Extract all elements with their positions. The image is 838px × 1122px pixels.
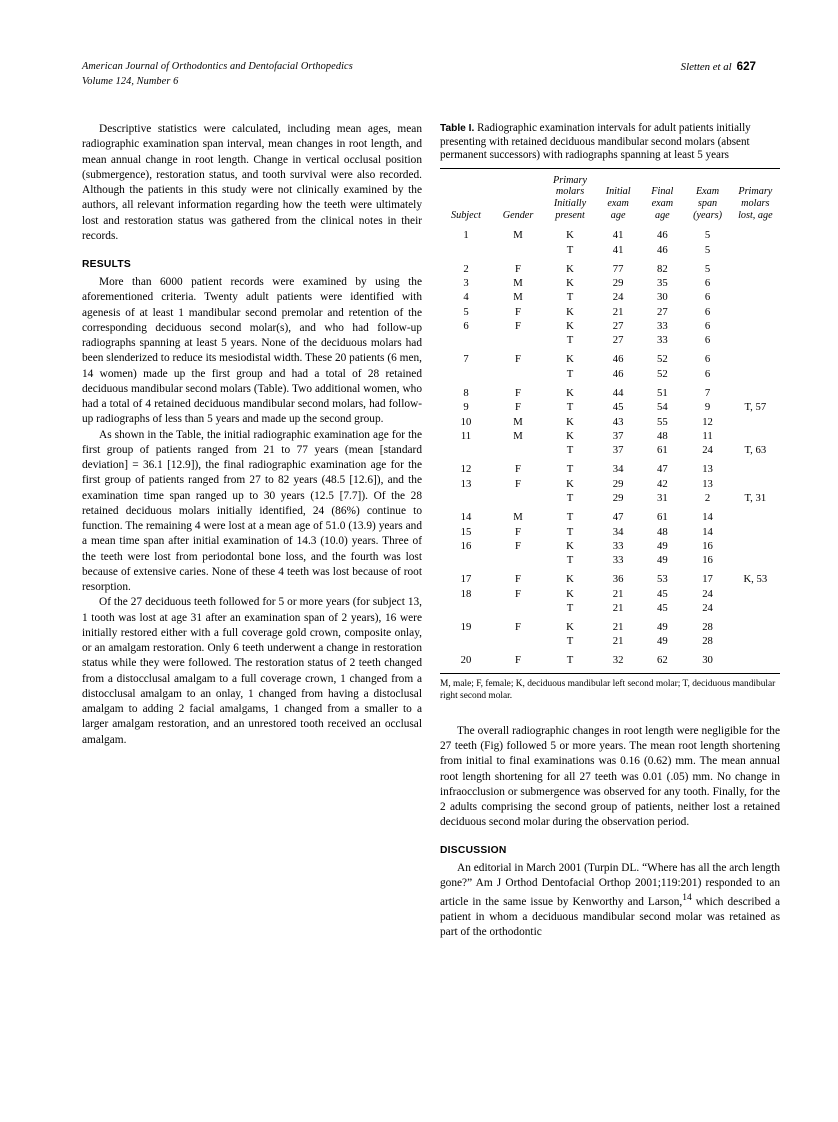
col-header-initial-exam-age: Initial exam age [605, 186, 631, 221]
cell-subject: 14 [460, 511, 472, 524]
cell-subject [440, 554, 492, 568]
cell-molars-lost: T, 57 [744, 401, 767, 414]
cell-molar: T [566, 463, 574, 476]
cell-final-age: 33 [656, 320, 668, 333]
table-bottom-rule [440, 673, 780, 674]
left-column [82, 122, 422, 748]
cell-subject [440, 334, 492, 348]
cell-molars-lost: T, 31 [744, 492, 767, 505]
cell-initial-age: 34 [612, 463, 624, 476]
cell-initial-age: 27 [612, 320, 624, 333]
cell-gender: M [513, 229, 523, 242]
cell-molar: K [566, 229, 574, 242]
cell-exam-span: 5 [704, 229, 711, 242]
cell-subject: 2 [463, 262, 469, 275]
cell-molars-lost [731, 635, 780, 649]
table-row [440, 415, 780, 429]
cell-molars-lost [731, 320, 780, 334]
cell-initial-age: 37 [612, 444, 624, 457]
cell-exam-span: 12 [702, 415, 713, 428]
cell-gender [492, 334, 544, 348]
cell-final-age: 54 [656, 401, 668, 414]
page-number: 627 [736, 60, 756, 73]
cell-gender: F [515, 401, 521, 414]
cell-gender: F [515, 654, 521, 667]
authors-short: Sletten et al [680, 61, 732, 73]
table-caption-text: Radiographic examination intervals for adult patients initially presenting with retained deciduous mandibular second molars (absent permanent successors) with radiographs spanning at least 5 years [440, 122, 751, 162]
table-row [440, 492, 780, 506]
cell-gender: F [515, 463, 521, 476]
running-head-left [82, 60, 353, 89]
cell-exam-span: 13 [702, 477, 713, 490]
table-row [440, 458, 780, 477]
table-row [440, 320, 780, 334]
cell-gender: F [515, 621, 521, 634]
cell-final-age: 61 [656, 511, 668, 524]
cell-molar: K [566, 320, 574, 333]
cell-final-age: 49 [656, 554, 668, 567]
table-row [440, 635, 780, 649]
cell-gender: F [515, 525, 521, 538]
cell-exam-span: 6 [704, 291, 711, 304]
table-caption [440, 122, 780, 163]
cell-gender: F [515, 305, 521, 318]
table-row [440, 587, 780, 601]
running-head-right [681, 60, 756, 75]
cell-exam-span: 6 [704, 334, 711, 347]
cell-final-age: 47 [656, 463, 668, 476]
table-block [440, 122, 780, 702]
cell-molar: K [566, 587, 574, 600]
cell-subject: 7 [463, 353, 469, 366]
cell-initial-age: 46 [612, 353, 624, 366]
cell-initial-age: 43 [612, 415, 624, 428]
cell-exam-span: 24 [702, 587, 713, 600]
cell-molars-lost [731, 291, 780, 305]
cell-molars-lost [731, 458, 780, 477]
cell-molars-lost [731, 224, 780, 243]
cell-final-age: 31 [656, 492, 668, 505]
cell-gender: F [515, 353, 521, 366]
cell-final-age: 48 [656, 525, 668, 538]
cell-subject: 17 [460, 573, 472, 586]
cell-molar: K [566, 353, 574, 366]
cell-exam-span: 5 [704, 243, 711, 256]
cell-molar: K [566, 539, 574, 552]
cell-final-age: 49 [656, 621, 668, 634]
cell-molar: K [566, 276, 574, 289]
cell-initial-age: 77 [612, 262, 624, 275]
cell-final-age: 52 [656, 353, 668, 366]
cell-molars-lost [731, 429, 780, 443]
cell-molars-lost [731, 616, 780, 635]
cell-initial-age: 27 [612, 334, 624, 347]
cell-initial-age: 47 [612, 511, 624, 524]
cell-final-age: 30 [656, 291, 668, 304]
cell-molar: T [566, 654, 574, 667]
cell-subject: 5 [463, 305, 469, 318]
cell-initial-age: 44 [612, 386, 624, 399]
cell-gender: M [513, 415, 523, 428]
cell-subject: 10 [460, 415, 472, 428]
cell-exam-span: 17 [702, 573, 713, 586]
cell-initial-age: 45 [612, 401, 624, 414]
cell-final-age: 42 [656, 477, 668, 490]
cell-final-age: 45 [656, 587, 668, 600]
cell-molars-lost [731, 305, 780, 319]
table-row [440, 525, 780, 539]
table-row [440, 568, 780, 587]
col-header-final-exam-age: Final exam age [651, 186, 674, 221]
cell-exam-span: 24 [702, 444, 713, 457]
cell-molars-lost: K, 53 [743, 573, 768, 586]
col-header-primary-molars-lost: Primary molars lost, age [738, 186, 773, 221]
cell-subject [440, 602, 492, 616]
cell-exam-span: 28 [702, 635, 713, 648]
heading-discussion: DISCUSSION [440, 844, 507, 856]
cell-molar: T [566, 243, 574, 256]
cell-molars-lost: T, 63 [744, 444, 767, 457]
cell-molar: T [566, 401, 574, 414]
table-row [440, 382, 780, 401]
volume-issue: Volume 124, Number 6 [82, 75, 179, 87]
cell-initial-age: 36 [612, 573, 624, 586]
paragraph-results-restorations: Of the 27 deciduous teeth followed for 5 or more years (for subject 13, 1 tooth was lost at age 31 after an examination span of 2 years), 16 were initially restored either with a full coverage gold crown, composite onlay, or an amalgam restoration. Only 6 teeth underwent a change in restoration status while they were followed. The restoration status of 2 teeth changed from a distocclusal amalgam to a full coverage crown, 1 changed from a distocclusal amalgam to an onlay, 1 changed from having a distoclusal amalgam to adding 2 facial amalgams, 1 changed from a smaller to a larger amalgam restoration, and an unrestored tooth received an occlusal amalgam. [82, 596, 422, 746]
cell-final-age: 46 [656, 229, 668, 242]
cell-gender [492, 492, 544, 506]
cell-exam-span: 16 [702, 539, 713, 552]
cell-subject: 15 [460, 525, 472, 538]
cell-gender: M [513, 291, 523, 304]
cell-subject: 8 [463, 386, 469, 399]
right-column [440, 122, 780, 941]
right-column-text [440, 724, 780, 941]
cell-subject: 20 [460, 654, 472, 667]
cell-exam-span: 6 [704, 305, 711, 318]
cell-gender [492, 243, 544, 257]
cell-initial-age: 21 [612, 305, 624, 318]
cell-final-age: 49 [656, 635, 668, 648]
cell-gender [492, 444, 544, 458]
table-row [440, 602, 780, 616]
cell-initial-age: 24 [612, 291, 624, 304]
cell-initial-age: 34 [612, 525, 624, 538]
cell-exam-span: 14 [702, 511, 713, 524]
cell-final-age: 46 [656, 243, 668, 256]
cell-exam-span: 11 [702, 430, 713, 443]
cell-molar: K [566, 430, 574, 443]
cell-subject [440, 367, 492, 381]
paragraph-results-ages: As shown in the Table, the initial radiographic examination age for the first group of patients ranged from 21 to 77 years (mean [standard deviation] = 36.1 [12.9]), the final radiographic examination age for the first group of patients ranged from 27 to 82 years (48.5 [12.6]), and the examination time span ranged up to 30 years (12.5 [7.7]). Of the 28 retained deciduous molars initially identified, 24 (86%) continue to function. The remaining 4 were lost at a mean age of 51.0 (13.9) years and a mean time span after initial examination of 14.3 (10.0) years. Three of the teeth were lost from periodontal bone loss, and the fourth was lost because of extensive caries. None of these 4 teeth was lost because of root resorption. [82, 428, 422, 593]
cell-exam-span: 16 [702, 554, 713, 567]
cell-molar: K [566, 477, 574, 490]
cell-initial-age: 29 [612, 477, 624, 490]
cell-exam-span: 9 [704, 401, 711, 414]
cell-molar: T [566, 291, 574, 304]
cell-gender: F [515, 573, 521, 586]
cell-final-age: 51 [656, 386, 668, 399]
cell-final-age: 27 [656, 305, 668, 318]
cell-exam-span: 6 [704, 320, 711, 333]
cell-subject: 3 [463, 276, 469, 289]
cell-molars-lost [731, 334, 780, 348]
cell-molars-lost [731, 382, 780, 401]
cell-gender: F [515, 477, 521, 490]
cell-molars-lost [731, 243, 780, 257]
cell-molars-lost [731, 506, 780, 525]
paragraph-methods-stats: Descriptive statistics were calculated, including mean ages, mean radiographic examination span interval, mean changes in root length, and mean annual change in root length. Change in vertical occlusal position (submergence), restoration status, and tooth survival were also recorded. Although the patients in this study were not clinically examined by the authors, all relevant information regarding how the teeth were ultimately lost and restoration status was gathered from the clinical notes in their records. [82, 123, 422, 242]
heading-results: RESULTS [82, 259, 132, 270]
cell-molars-lost [731, 276, 780, 290]
cell-molar: K [566, 415, 574, 428]
table-row [440, 348, 780, 367]
table-body [440, 224, 780, 673]
cell-molar: T [566, 525, 574, 538]
running-head [82, 60, 756, 94]
cell-initial-age: 29 [612, 276, 624, 289]
cell-subject: 4 [463, 291, 469, 304]
cell-molar: T [566, 367, 574, 380]
cell-final-age: 55 [656, 415, 668, 428]
cell-molars-lost [731, 554, 780, 568]
cell-molar: K [566, 305, 574, 318]
paragraph-root-length: The overall radiographic changes in root length were negligible for the 27 teeth (Fig) followed 5 or more years. The mean root length shortening from initial to final examinations was 0.16 (0.62) mm. The mean annual root length shortening for all 27 teeth was 0.01 (.05) mm. No change in infraocclusion or submergence was observed for any tooth. Finally, for the 2 adults comprising the second group of patients, neither lost a retained deciduous second molar during the observation period. [440, 724, 780, 829]
cell-molars-lost [731, 539, 780, 553]
table-row [440, 276, 780, 290]
cell-subject: 16 [460, 539, 472, 552]
cell-final-age: 48 [656, 430, 668, 443]
cell-exam-span: 24 [702, 602, 713, 615]
cell-gender: F [515, 262, 521, 275]
cell-gender: F [515, 539, 521, 552]
cell-molar: K [566, 386, 574, 399]
cell-molar: T [566, 602, 574, 615]
table-row [440, 334, 780, 348]
cell-subject: 9 [463, 401, 469, 414]
cell-gender: F [515, 320, 521, 333]
cell-gender: F [515, 587, 521, 600]
cell-initial-age: 21 [612, 621, 624, 634]
table-row [440, 554, 780, 568]
cell-molar: T [566, 554, 574, 567]
cell-molars-lost [731, 649, 780, 672]
table-row [440, 506, 780, 525]
cell-molar: T [566, 444, 574, 457]
cell-molar: T [566, 492, 574, 505]
cell-gender: M [513, 430, 523, 443]
table-row [440, 367, 780, 381]
col-header-subject: Subject [451, 209, 481, 221]
cell-initial-age: 21 [612, 587, 624, 600]
cell-exam-span: 7 [704, 386, 711, 399]
cell-molars-lost [731, 348, 780, 367]
cell-subject: 18 [460, 587, 472, 600]
cell-molar: T [566, 511, 574, 524]
cell-exam-span: 13 [702, 463, 713, 476]
table-row [440, 429, 780, 443]
cell-exam-span: 6 [704, 353, 711, 366]
cell-subject [440, 635, 492, 649]
table-row [440, 257, 780, 276]
table-row [440, 224, 780, 243]
cell-final-age: 53 [656, 573, 668, 586]
cell-molar: T [566, 635, 574, 648]
cell-final-age: 62 [656, 654, 668, 667]
paragraph-results-sample: More than 6000 patient records were examined by using the aforementioned criteria. Twenty adult patients were identified with agenesis of at least 1 mandibular second premolar and retention of the corresponding deciduous second molar(s), and who had follow-up radiographs spanning at least 5 years. None of the deciduous molars had been slenderized to reduce its mesiodistal width. These 20 patients (6 men, 14 women) made up the first group and had a total of 28 retained deciduous mandibular second molars (Table). Two additional women, who had a total of 4 retained deciduous mandibular second molars, had follow-up radiographs of less than 5 years and made up the second group. [82, 276, 422, 426]
cell-final-age: 52 [656, 367, 668, 380]
table-row [440, 649, 780, 672]
cell-molar: T [566, 334, 574, 347]
cell-final-age: 82 [656, 262, 668, 275]
table-row [440, 616, 780, 635]
cell-exam-span: 30 [702, 654, 713, 667]
cell-molars-lost [731, 587, 780, 601]
cell-exam-span: 6 [704, 276, 711, 289]
col-header-gender: Gender [502, 209, 534, 221]
reference-marker: 14 [682, 893, 692, 904]
table-header-row [440, 169, 780, 224]
cell-gender [492, 635, 544, 649]
cell-gender: M [513, 276, 523, 289]
cell-final-age: 35 [656, 276, 668, 289]
cell-molars-lost [731, 367, 780, 381]
cell-molar: K [566, 262, 574, 275]
cell-exam-span: 28 [702, 621, 713, 634]
cell-molar: K [566, 573, 574, 586]
cell-initial-age: 46 [612, 367, 624, 380]
cell-subject [440, 492, 492, 506]
cell-gender [492, 602, 544, 616]
cell-exam-span: 2 [704, 492, 711, 505]
table-header [440, 169, 780, 224]
col-header-primary-molars-present: Primary molars Initially present [553, 174, 588, 221]
cell-initial-age: 41 [612, 229, 624, 242]
cell-initial-age: 21 [612, 602, 624, 615]
cell-exam-span: 6 [704, 367, 711, 380]
cell-subject: 19 [460, 621, 472, 634]
cell-molars-lost [731, 602, 780, 616]
journal-title: American Journal of Orthodontics and Dentofacial Orthopedics [82, 61, 353, 72]
cell-initial-age: 41 [612, 243, 624, 256]
cell-molars-lost [731, 257, 780, 276]
cell-molars-lost [731, 415, 780, 429]
table-row [440, 291, 780, 305]
cell-initial-age: 37 [612, 430, 624, 443]
cell-molars-lost [731, 477, 780, 491]
paragraph-discussion-editorial: An editorial in March 2001 (Turpin DL. “Where has all the arch length gone?” Am J Orthod Dentofacial Orthop 2001;119:201) responded to an article in the same issue by Kenworthy and Larson,$^{14}$ which described a patient in whom a deciduous mandibular second molar was retained as part of the orthodontic [440, 861, 781, 939]
cell-initial-age: 29 [612, 492, 624, 505]
cell-subject: 11 [460, 430, 472, 443]
table-row [440, 477, 780, 491]
table-row [440, 539, 780, 553]
cell-gender: M [513, 511, 523, 524]
radiographic-intervals-table [440, 169, 780, 673]
cell-subject: 6 [463, 320, 469, 333]
cell-subject [440, 243, 492, 257]
cell-subject: 13 [460, 477, 472, 490]
cell-gender [492, 367, 544, 381]
table-row [440, 305, 780, 319]
cell-final-age: 45 [656, 602, 668, 615]
cell-subject: 12 [460, 463, 472, 476]
col-header-exam-span: Exam span (years) [693, 186, 722, 221]
table-row [440, 444, 780, 458]
cell-final-age: 49 [656, 539, 668, 552]
table-footnote: M, male; F, female; K, deciduous mandibular left second molar; T, deciduous mandibular right second molar. [440, 678, 776, 701]
cell-subject: 1 [463, 229, 469, 242]
cell-initial-age: 32 [612, 654, 624, 667]
cell-gender [492, 554, 544, 568]
table-row [440, 243, 780, 257]
cell-molars-lost [731, 525, 780, 539]
cell-final-age: 33 [656, 334, 668, 347]
table-row [440, 401, 780, 415]
cell-molar: K [566, 621, 574, 634]
cell-subject [440, 444, 492, 458]
cell-gender: F [515, 386, 521, 399]
cell-initial-age: 33 [612, 554, 624, 567]
cell-exam-span: 14 [702, 525, 713, 538]
table-label: Table I. [440, 123, 475, 134]
cell-exam-span: 5 [704, 262, 711, 275]
cell-initial-age: 21 [612, 635, 624, 648]
cell-initial-age: 33 [612, 539, 624, 552]
cell-final-age: 61 [656, 444, 668, 457]
